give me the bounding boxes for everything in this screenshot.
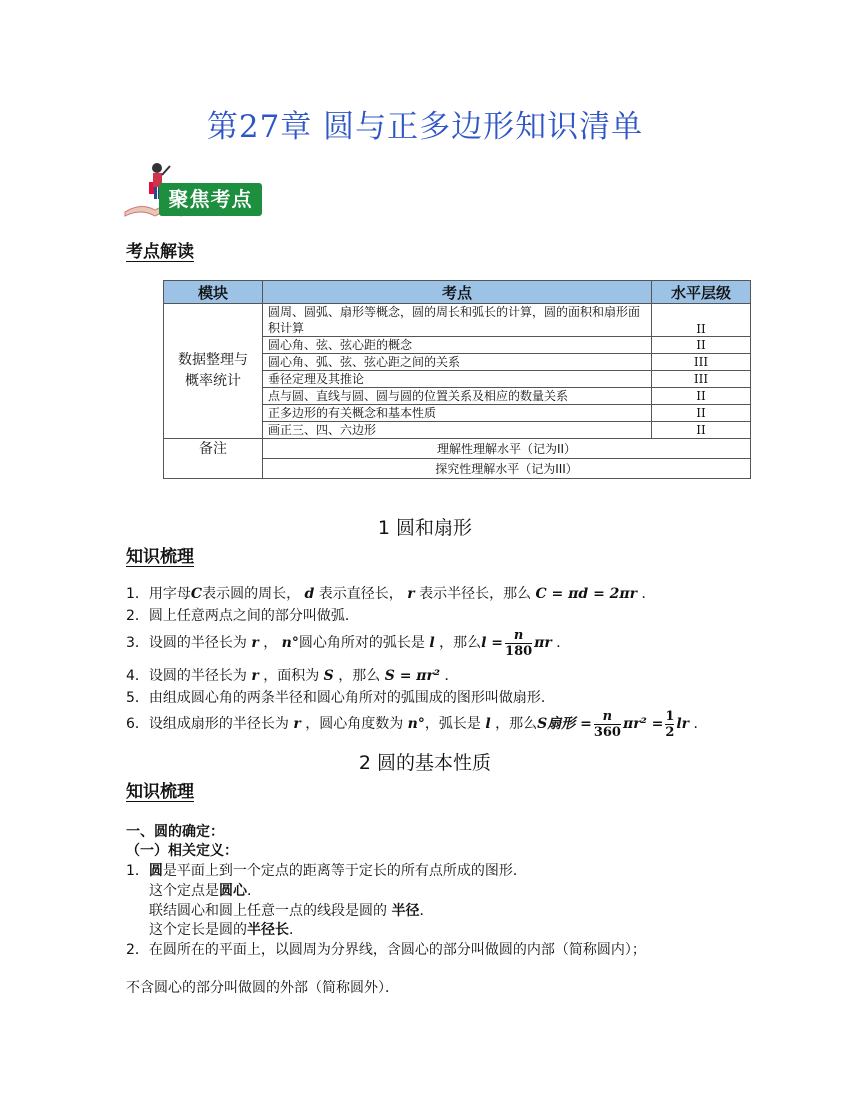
section-2-header: 知识梳理 <box>126 782 194 802</box>
text: ，那么 <box>495 716 538 732</box>
text: 圆心角所对的弧长是 <box>298 635 425 651</box>
level-cell: III <box>652 371 751 388</box>
text: ． <box>641 586 656 602</box>
sym-r: r <box>251 668 259 684</box>
denominator: 360 <box>593 724 621 740</box>
def-6: 不含圆心的部分叫做圆的外部（简称圆外）． <box>126 980 399 996</box>
numerator: n <box>505 628 532 644</box>
def-3 <box>149 900 433 920</box>
level-cell: II <box>652 304 751 337</box>
level-cell: II <box>652 422 751 439</box>
level-cell: II <box>652 405 751 422</box>
module-text: 数据整理与概率统计 <box>178 352 248 389</box>
def-5: 2．在圆所在的平面上，以圆周为分界线，含圆心的部分叫做圆的内部（简称圆内）； <box>126 942 646 958</box>
item-6 <box>126 707 708 741</box>
text: ，面积为 <box>263 668 320 684</box>
term-radius: 半径 <box>391 903 420 919</box>
col-level: 水平层级 <box>652 281 751 304</box>
point-cell: 圆心角、弧、弦、弦心距之间的关系 <box>263 354 652 371</box>
denominator: 2 <box>665 724 675 740</box>
point-cell: 画正三、四、六边形 <box>263 422 652 439</box>
sym-l: l <box>485 716 491 732</box>
numerator: 1 <box>665 708 675 724</box>
text: ． <box>556 635 571 651</box>
level-cell: II <box>652 337 751 354</box>
sym-r: r <box>251 635 259 651</box>
fraction <box>665 709 674 740</box>
sym-r: r <box>407 586 415 602</box>
point-cell: 圆心角、弦、弦心距的概念 <box>263 337 652 354</box>
col-module: 模块 <box>164 281 263 304</box>
text: 这个定点是 <box>149 883 219 899</box>
def-4 <box>149 919 303 939</box>
level-cell: III <box>652 354 751 371</box>
text: 这个定长是圆的 <box>149 922 247 938</box>
page-title: 第27章 圆与正多边形知识清单 <box>206 109 644 145</box>
formula-sector-rhs: lr <box>676 716 690 732</box>
def-1 <box>126 860 527 880</box>
def-2 <box>149 880 261 900</box>
text: ，那么 <box>439 635 482 651</box>
fraction <box>505 628 532 659</box>
text: 6．设组成扇形的半径长为 <box>126 716 289 732</box>
numerator: n <box>594 709 621 725</box>
term-center: 圆心 <box>219 883 247 899</box>
formula-sector-mid: πr² = <box>622 716 664 732</box>
focus-banner <box>123 162 263 220</box>
text: ． <box>444 668 459 684</box>
text: ，那么 <box>338 668 381 684</box>
text: 表示直径长， <box>318 586 403 602</box>
col-point: 考点 <box>263 281 652 304</box>
point-cell: 点与圆、直线与圆、圆与圆的位置关系及相应的数量关系 <box>263 388 652 405</box>
item-1 <box>126 583 655 603</box>
point-cell: 圆周、圆弧、扇形等概念，圆的周长和弧长的计算，圆的面积和扇形面积计算 <box>263 304 652 337</box>
subheading-2: （一）相关定义： <box>126 843 238 859</box>
table-row <box>164 304 751 337</box>
sym-l: l <box>429 635 435 651</box>
section-1-title: 1 圆和扇形 <box>377 517 473 539</box>
item-3 <box>126 626 570 660</box>
text: 4．设圆的半径长为 <box>126 668 247 684</box>
text: 1． <box>126 863 149 879</box>
exam-points-table <box>163 280 751 479</box>
formula-area: S = πr² <box>384 668 441 684</box>
subheading-1: 一、圆的确定： <box>126 824 224 840</box>
text: ． <box>419 903 434 919</box>
section-2-title: 2 圆的基本性质 <box>358 752 492 774</box>
text: ，圆心角度数为 <box>305 716 404 732</box>
formula-sector-lhs: S扇形 = <box>537 716 592 732</box>
sym-d: d <box>304 586 315 602</box>
text: 1．用字母 <box>126 586 191 602</box>
point-cell: 正多边形的有关概念和基本性质 <box>263 405 652 422</box>
item-5: 5．由组成圆心角的两条半径和圆心角所对的弧围成的图形叫做扇形． <box>126 690 555 706</box>
text: 表示半径长，那么 <box>419 586 532 602</box>
text: 是平面上到一个定点的距离等于定长的所有点所成的图形． <box>162 863 527 879</box>
table-row <box>164 439 751 459</box>
term-circle: 圆 <box>148 863 163 879</box>
text: ． <box>693 716 708 732</box>
remark-cell: 理解性理解水平（记为II） <box>263 439 751 459</box>
item-4 <box>126 665 459 685</box>
sym-n: n° <box>407 716 425 732</box>
section-1-header: 知识梳理 <box>126 547 194 567</box>
item-2: 2．圆上任意两点之间的部分叫做弧． <box>126 608 359 624</box>
text: 表示圆的周长， <box>202 586 301 602</box>
formula-circumference: C = πd = 2πr <box>535 586 638 602</box>
text: ． <box>247 883 261 899</box>
text: ，弧长是 <box>424 716 481 732</box>
sym-S: S <box>323 668 334 684</box>
text: ． <box>289 922 303 938</box>
remark-cell: 探究性理解水平（记为III） <box>263 459 751 479</box>
banner-label: 聚焦考点 <box>159 183 262 216</box>
remark-label: 备注 <box>164 439 263 479</box>
sym-C: C <box>190 586 203 602</box>
level-cell: II <box>652 388 751 405</box>
sym-r: r <box>293 716 301 732</box>
table-header-row <box>164 281 751 304</box>
sym-n: n° <box>281 635 299 651</box>
module-cell <box>164 304 263 439</box>
fraction <box>594 709 621 740</box>
denominator: 180 <box>505 643 533 659</box>
term-radius-length: 半径长 <box>247 922 289 938</box>
text: 3．设圆的半径长为 <box>126 635 247 651</box>
text: ， <box>263 635 278 651</box>
text: 联结圆心和圆上任意一点的线段是圆的 <box>149 903 387 919</box>
formula-arc-lhs: l = <box>481 635 504 651</box>
section-header-exam: 考点解读 <box>126 242 194 262</box>
point-cell: 垂径定理及其推论 <box>263 371 652 388</box>
formula-arc-rhs: πr <box>534 635 552 651</box>
